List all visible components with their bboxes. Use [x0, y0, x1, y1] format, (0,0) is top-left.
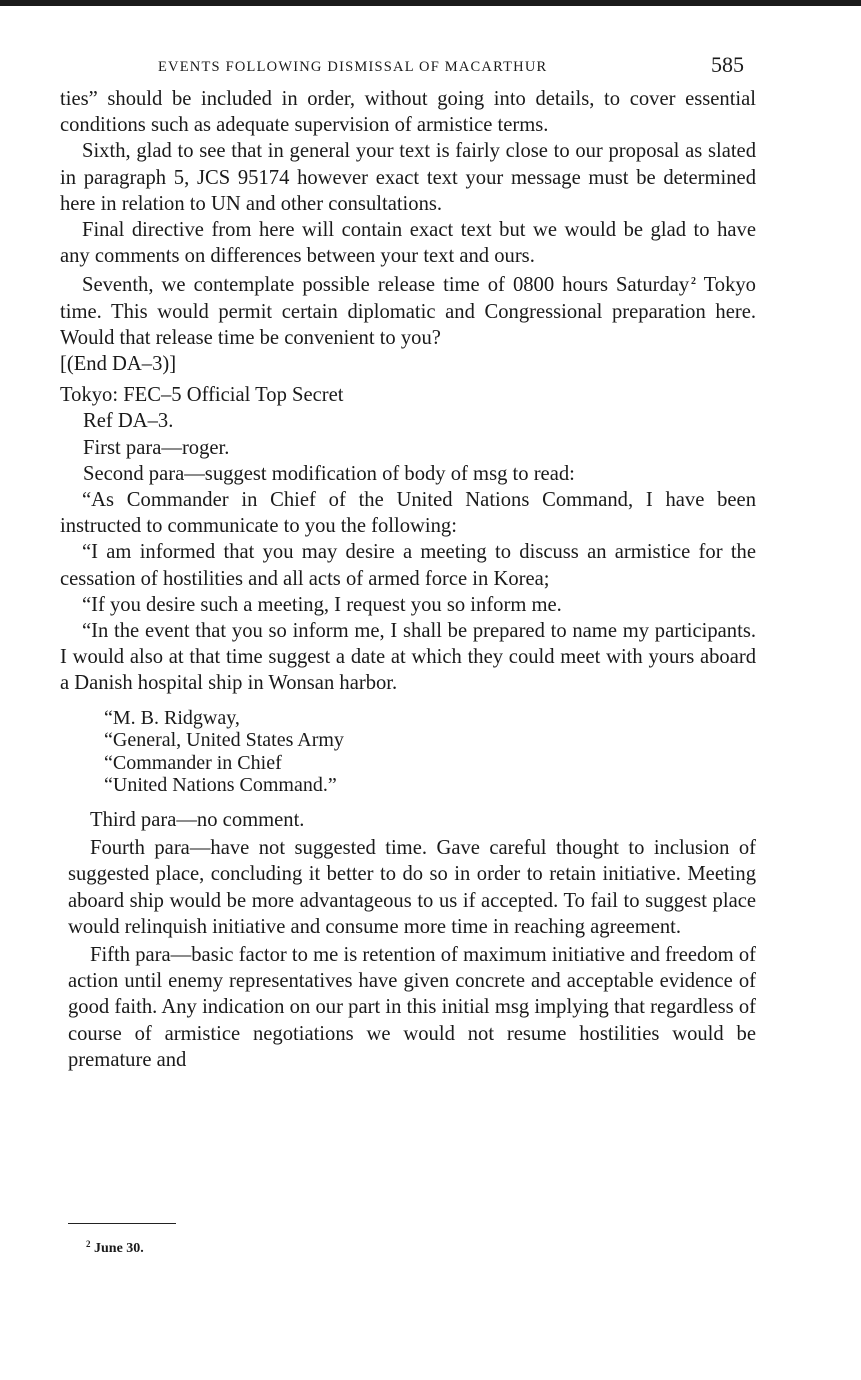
second-para-line: Second para—suggest modification of body of msg to read:: [83, 462, 575, 485]
quote-paragraph-2: “I am informed that you may desire a meeting to discuss an armistice for the cessation of hostilities and all acts of armed force in Korea;: [60, 541, 756, 590]
signature-line: “M. B. Ridgway,: [104, 706, 240, 729]
signature-line: “Commander in Chief: [104, 751, 282, 774]
signature-block: [104, 707, 756, 797]
quote-paragraph-4: “In the event that you so inform me, I shall be prepared to name my participants. I would also at that time suggest a date at which they could meet with yours aboard a Danish hospital ship in Wonsan harbor.: [60, 620, 756, 695]
signature-line: “General, United States Army: [104, 729, 344, 752]
document-page: [60, 48, 756, 1075]
page-number: 585: [711, 52, 744, 77]
tokyo-message-header: Tokyo: FEC–5 Official Top Secret: [60, 384, 344, 407]
footnote-separator: [68, 1223, 176, 1224]
paragraph-continuation: ties” should be included in order, without going into details, to cover essential conditions such as adequate supervision of armistice terms.: [60, 88, 756, 137]
quote-paragraph-3: “If you desire such a meeting, I request you so inform me.: [82, 593, 562, 616]
footnote-marker: 2: [86, 1239, 91, 1249]
reference-line: Ref DA–3.: [83, 410, 174, 433]
seventh-text-end: Tokyo time. This would permit certain diplomatic and Congressional preparation here. Would that release time be convenient to you?: [60, 274, 756, 349]
running-head: [60, 48, 756, 86]
fourth-para-paragraph: Fourth para—have not suggested time. Gave careful thought to inclusion of suggested place, concluding it better to do so in order to retain initiative. Meeting aboard ship would be more advantageous to us if accepted. To fail to suggest place would relinquish initiative and consume more time in reaching agreement.: [68, 837, 756, 938]
lower-paragraphs: [60, 807, 756, 1073]
top-border-rule: [0, 0, 861, 6]
paragraph-seventh: [60, 269, 756, 351]
seventh-text-start: Seventh, we contemplate possible release time of 0800 hours Saturday: [82, 274, 690, 297]
paragraph-sixth: Sixth, glad to see that in general your text is fairly close to our proposal as slated in paragraph 5, JCS 95174 however exact text your message must be determined here in relation to UN and other consultations.: [60, 140, 756, 215]
third-para-line: Third para—no comment.: [90, 809, 305, 832]
running-title: EVENTS FOLLOWING DISMISSAL OF MACARTHUR: [158, 59, 548, 75]
fifth-para-paragraph: Fifth para—basic factor to me is retention of maximum initiative and freedom of action until enemy representatives have given concrete and acceptable evidence of good faith. Any indication on our part in this initial msg implying that regardless of course of armistice negotiations we would not resume hostilities would be premature and: [68, 944, 756, 1071]
footnote-reference: 2: [690, 276, 696, 288]
first-para-line: First para—roger.: [83, 436, 230, 459]
body-text: [60, 86, 756, 1073]
footnote: [86, 1239, 144, 1257]
end-marker: [(End DA–3)]: [60, 353, 177, 376]
footnote-text: June 30.: [94, 1241, 144, 1256]
quote-paragraph-1: “As Commander in Chief of the United Nations Command, I have been instructed to communicate to you the following:: [60, 489, 756, 538]
paragraph-final-directive: Final directive from here will contain exact text but we would be glad to have any comments on differences between your text and ours.: [60, 219, 756, 268]
signature-line: “United Nations Command.”: [104, 774, 337, 797]
